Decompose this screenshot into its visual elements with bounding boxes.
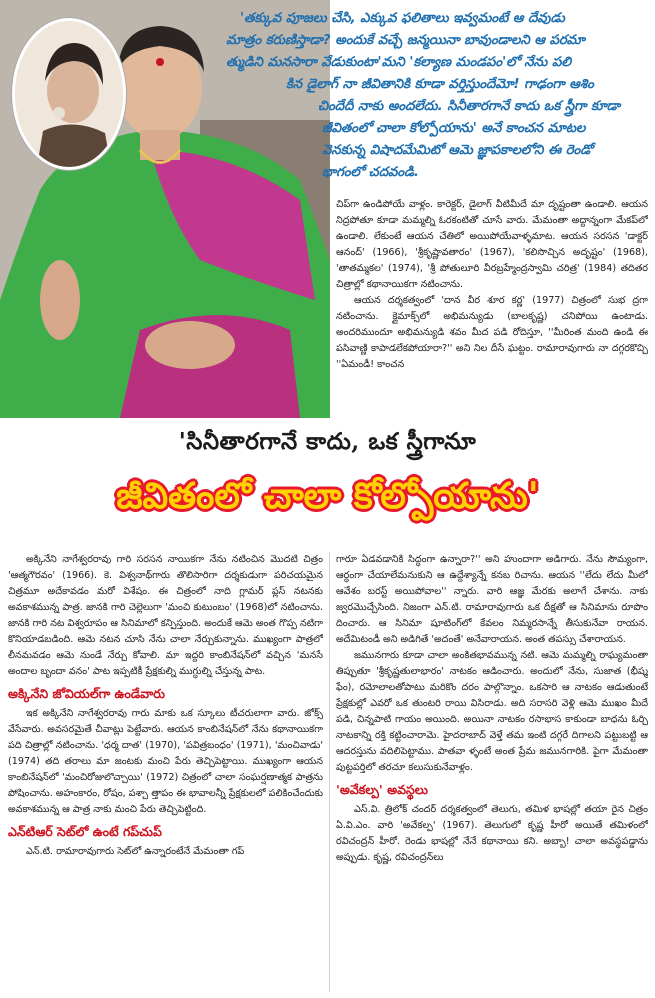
right-column: [336, 552, 648, 996]
paragraph: చిప్‌గా ఉండిపోయే వాళ్లం. కారెక్టర్, డైలాగ్ వీటిమీదే మా దృష్టంతా ఉండాలి. ఆయన నిద్రపోతూ కూడా మమ్మల్ని ఓరకంటితో చూసే వారు. మేమంతా అద్దాన్నంగా మేకప్‌లో ఉండాలి. లేకుంటే ఆయన చేతిలో అయిపోయేవాళ్ళమాట. ఆయన సరసన 'డాక్టర్ ఆనంద్' (1966), 'శ్రీకృష్ణావతారం' (1967), 'కలిసొచ్చిన అదృష్టం' (1968), 'తాతమ్మకల' (1974), 'శ్రీ పోతులూరి వీరబ్రహ్మేంద్రస్వామి చరిత్ర' (1984) తదితర చిత్రాల్లో కథానాయికగా నటించాను.: [336, 199, 648, 290]
quote-line: వెనకున్న విషాదమేమిటో ఆమె జ్ఞాపకాలలోని ఈ రెండో: [322, 143, 593, 158]
left-column: [8, 552, 323, 996]
headline-line-2: జీవితంలో చాలా కోల్పోయాను': [116, 475, 539, 517]
paragraph: ఆయన దర్శకత్వంలో 'దాన వీర శూర కర్ణ' (1977) చిత్రంలో సుభ ద్రగా నటించాను. క్లైమాక్స్‌లో అభిమన్యుడు (బాలకృష్ణ) చనిపోయి ఉంటాడు. అందరిముందూ అభిమన్యుడి శవం మీద పడి రోదిస్తూ, ''మీరింత మంది ఉండి ఈ పసివాణ్ణి కాపాడలేకపోయారా?'' అని నిల దీసే ఘట్టం. రామారావుగారు నా దగ్గరకొచ్చి ''ఏమండీ! కాంచన: [336, 295, 648, 370]
subheading: 'అవేకల్ప' అవస్థలు: [336, 782, 428, 797]
quote-line: కిన డైలాగ్ నా జీవితానికి కూడా వర్తిస్తుందేమో! గాఢంగా ఆశిం: [286, 77, 594, 92]
intro-quote: [222, 8, 650, 193]
subheading: ఎన్‌టిఆర్ సెట్‌లో ఉంటే గప్‌చుప్: [8, 824, 162, 839]
young-kanchana-photo: [12, 18, 126, 170]
quote-line: చిందేదీ నాకు అందలేదు. సినీతారగానే కాదు ఒక స్త్రీగా కూడా: [318, 99, 621, 114]
headline: [0, 420, 655, 550]
top-right-column: [336, 197, 648, 415]
paragraph: ఎస్.వి. త్రిలోక్ చందర్ దర్శకత్వంలో తెలుగు, తమిళ భాషల్లో తయా రైన చిత్రం ఏ.వి.ఎం. వారి 'అవేకల్ప' (1967). తెలుగులో కృష్ణ హీరో అయితే తమిళంలో రవిచంద్రన్ హీరో. రెండు భాషల్లో నేనే కథానాయి కని. అబ్బా! చాలా అవస్థపడ్డాను అప్పుడు. కృష్ణ, రవిచంద్రన్‌లు: [336, 804, 648, 863]
paragraph: అక్కినేని నాగేశ్వరరావు గారి సరసన నాయికగా నేను నటించిన మొదటి చిత్రం 'ఆత్మగౌరవం' (1966). కె. విశ్వనాథ్‌గారు తొలిసారిగా దర్శకుడుగా పరిచయమైన చిత్రమూ అదేకావడం మరో విశేషం. ఈ చిత్రంలో నాది గ్లామర్ ప్లస్ నటనకు అవకాశమున్న పాత్ర. జానకి గారి చెల్లెలుగా 'మంచి కుటుంబం' (1968)లో నటించాను. జానకి గారి నట విశ్వరూపం ఆ సినిమాలో కన్పిస్తుంది. అందుకే ఆమె అంత గొప్ప నటిగా కొనియాడబడింది. ఆమె నటన చూసి నేను చాలా నేర్చుకున్నాను. ముఖ్యంగా పాత్రలో లీనమవడం ఆమె నుండే నేర్చు కోవాలి. మా ఇద్దరి కాంబినేషన్‌లో వచ్చిన 'మనసే అందాల బృందా వనం' పాట ఇప్పటికీ ప్రేక్షకుల్ని ముగ్ధుల్ని చేస్తున్న పాట.: [8, 554, 323, 677]
paragraph: ఎన్.టి. రామారావుగారు సెట్‌లో ఉన్నారంటేనే మేమంతా గప్: [26, 846, 245, 857]
top-section: [0, 0, 655, 418]
quote-line: 'తక్కువ పూజలు చేసి, ఎక్కువ ఫలితాలు ఇవ్వమంటే ఆ దేవుడు: [240, 11, 565, 26]
quote-line: మాత్రం కరుణిస్తాడా? అందుకే వచ్చే జన్మయినా బావుండాలని ఆ పరమా: [226, 33, 585, 48]
paragraph: జమునగారు కూడా చాలా అంకితభావమున్న నటి. ఆమె మమ్మల్ని రాఘ్యమంతా తిప్పుతూ 'శ్రీకృష్ణతులాభారం' నాటకం ఆడించారు. అందులో నేను, సుజాత (భీష్మ ఫేం), రమోలాలతోపాటు మరికొం దరం పాల్గొన్నాం. ఒకసారి ఆ నాటకం ఆడుతుంటే ప్రేక్షకుల్లో ఎవరో ఒక తుంటరి రాయి విసిరాడు. అది సరాసరి వెళ్లి ఆమె ముఖం మీదే పడి, చిన్నపాటి గాయం అయింది. అయినా నాటకం రసాభాస కాకుండా బాధను ఓర్చి నాటకాన్ని రక్తి కట్టించారామె. హైదరాబాద్ వెళ్తే తమ ఇంటి దగ్గరే దిగాలని పట్టుబట్టి ఆ ఆదరస్తును వదిలిపెట్టాము. పాతవా ళ్ళంటే అంత ప్రేమ జమునగారికి. పైగా మేమంతా పుట్టపర్తిలో తరచూ కలుసుకునేవాళ్లం.: [336, 650, 648, 773]
paragraph: గారూ ఏడవడానికి సిద్ధంగా ఉన్నారా?'' అని హుందాగా అడిగారు. నేను సౌమ్యంగా, ఆర్ధంగా చేయాలేమనుకుని ఆ ఉద్దేశ్యాన్నే కనబ రిచాను. ఆయన ''లేదు లేదు మీలో ఆవేశం బరస్ట్ అయిపోవాల'' న్నారు. వారి ఆజ్ఞ మేరకు అలాగే చేశాను. నాకు జ్వరమొచ్చేసింది. నిజంగా ఎన్.టి. రామారావుగారు ఒక దీక్షతో ఆ సినిమాను రూపొం దించారు. ఆ సినిమా షూటింగ్‌లో కేవలం నిమ్మరసాన్నే తీసుకునేవా రాయన. అదేమిటండీ అని అడిగితే 'అదంతే' అనేవారాయన. అంత తపస్సు చేశారాయన.: [336, 554, 648, 645]
quote-line: జీవితంలో చాలా కోల్పోయాను' అనే కాంచన మాటల: [322, 121, 586, 136]
quote-line: భాగంలో చదవండి.: [322, 165, 419, 180]
paragraph: ఇక అక్కినేని నాగేశ్వరరావు గారు మాకు ఒక స్కూలు టీచరులాగా వారు. జోక్స్ వేసేవారు. అవసరమైతే చీవాట్లు పెట్టేవారు. ఆయన కాంబినేషన్‌లో నేను కథానాయికగా పది చిత్రాల్లో నటించాను. 'ధర్మ దాత' (1970), 'పవిత్రబంధం' (1971), 'మంచివాడు' (1974) తది తరాలు మా జంటకు మంచి పేరు తెచ్చిపెట్టాయి. ముఖ్యంగా ఆయన కాంబినేషన్‌లో 'మంచిరోజులొచ్చాయి' (1972) చిత్రంలో చాలా సంఘర్షణాత్మక పాత్రను పోషించాను. అహంకారం, రోషం, పశ్చా త్తాపం ఈ భావాలన్నీ ప్రేక్షకులలో పలికించేందుకు అవకాశమున్న ఆ పాత్ర నాకు మంచి పేరు తెచ్చిపెట్టింది.: [8, 708, 323, 815]
quote-line: త్ముడిని మనసారా వేడుకుంటా'మని 'కల్యాణ మండపం'లో నేను పలి: [226, 55, 571, 70]
headline-line-1: 'సినీతారగానే కాదు, ఒక స్త్రీగానూ: [178, 428, 477, 455]
column-divider: [329, 552, 330, 992]
subheading: అక్కినేని జోవియల్‌గా ఉండేవారు: [8, 686, 165, 701]
